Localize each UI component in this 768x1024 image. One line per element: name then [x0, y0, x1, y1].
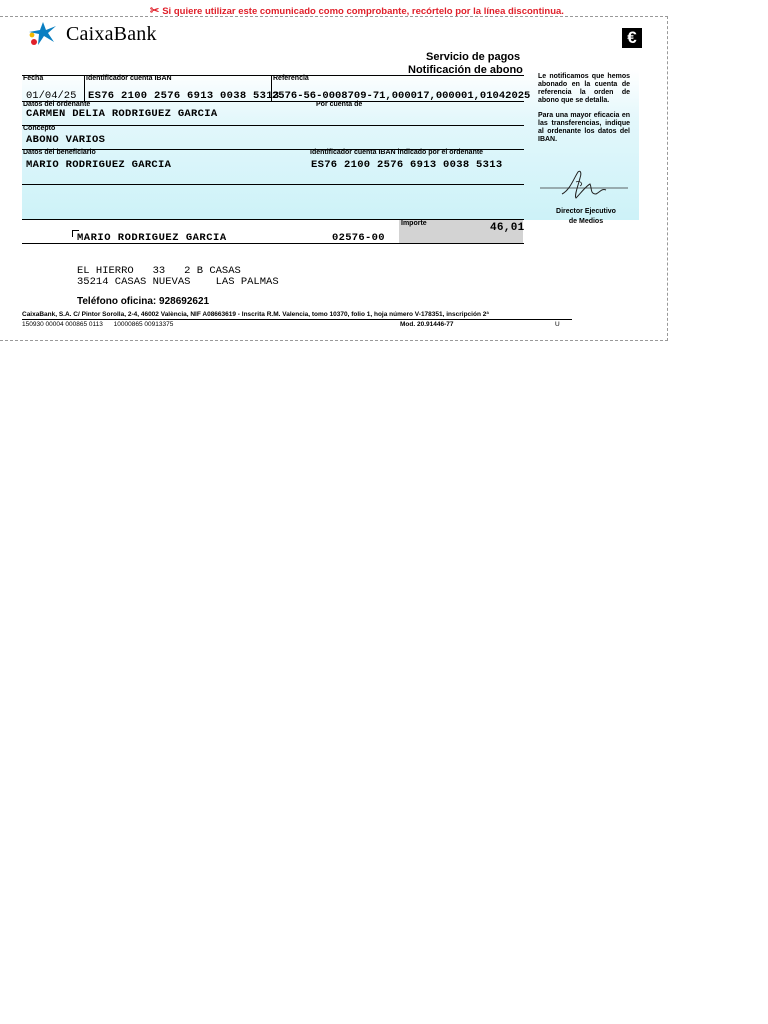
- ordenante-label: Datos del ordenante: [23, 101, 91, 108]
- cut-notice: ✂ Si quiere utilizar este comunicado como comprobante, recórtelo por la línea discontinua.: [150, 5, 564, 17]
- importe-value: 46,01: [490, 222, 525, 234]
- cut-line-bottom: [0, 340, 668, 341]
- cut-line-top: [0, 16, 668, 17]
- side-note: [538, 73, 630, 151]
- beneficiario-label: Datos del beneficiario: [23, 149, 96, 156]
- iban-value: ES76 2100 2576 6913 0038 5313: [88, 90, 280, 102]
- side-note-p1: Le notificamos que hemos abonado en la cuenta de referencia la orden de abono que se detalla.: [538, 73, 630, 104]
- office-code: 02576-00: [332, 232, 385, 244]
- referencia-value: 2576-56-0008709-71,000017,000001,01042025: [272, 90, 531, 102]
- office-phone: Teléfono oficina: 928692621: [77, 296, 210, 307]
- cut-line-right: [667, 16, 668, 341]
- fecha-value: 01/04/25: [26, 90, 77, 102]
- caixabank-star-icon: [26, 20, 62, 48]
- footer-codes: 150930 00004 000865 0113 10000865 00913375: [22, 321, 174, 328]
- legal-footer: CaixaBank, S.A. C/ Pintor Sorolla, 2-4, 46002 València, NIF A08663619 - Inscrita R.M. Valencia, tomo 10370, folio 1, hoja número V-178351, inscripción 2ª: [22, 311, 489, 318]
- address-name: MARIO RODRIGUEZ GARCIA: [77, 232, 227, 244]
- iban-label: Identificador cuenta IBAN: [86, 75, 172, 82]
- footer-line: [22, 319, 572, 320]
- ordenante-value: CARMEN DELIA RODRIGUEZ GARCIA: [26, 108, 218, 120]
- service-title: Servicio de pagos: [426, 51, 521, 63]
- footer-u-mark: U: [555, 321, 560, 328]
- por-cuenta-label: Por cuenta de: [316, 101, 363, 108]
- form-model: Mod. 20.91446-77: [400, 321, 454, 328]
- row1-divider-1: [84, 75, 85, 101]
- referencia-label: Referencia: [273, 75, 309, 82]
- importe-label: Importe: [401, 220, 427, 227]
- address-line1: EL HIERRO 33 2 B CASAS: [77, 265, 241, 277]
- beneficiario-line: [22, 184, 524, 185]
- scissors-icon: ✂: [150, 5, 160, 17]
- concepto-label: Concepto: [23, 125, 56, 132]
- concepto-value: ABONO VARIOS: [26, 134, 106, 146]
- address-line2: 35214 CASAS NUEVAS LAS PALMAS: [77, 276, 279, 288]
- side-note-p2: Para una mayor eficacia en las transferencias, indique al ordenante los datos del IBAN.: [538, 112, 630, 143]
- notification-title: Notificación de abono: [408, 64, 523, 76]
- iban-ordenante-value: ES76 2100 2576 6913 0038 5313: [311, 159, 503, 171]
- ordenante-line: [22, 125, 524, 126]
- director-line1: Director Ejecutivo: [556, 208, 616, 215]
- director-caption: [540, 207, 632, 227]
- euro-icon: €: [622, 28, 642, 48]
- iban-ordenante-label: Identificador cuenta IBAN indicado por el ordenante: [310, 149, 484, 156]
- signature-icon: [540, 168, 632, 202]
- beneficiario-value: MARIO RODRIGUEZ GARCIA: [26, 159, 172, 171]
- director-line2: de Medios: [568, 218, 604, 225]
- fecha-label: Fecha: [23, 75, 44, 82]
- brand-name: CaixaBank: [66, 23, 157, 45]
